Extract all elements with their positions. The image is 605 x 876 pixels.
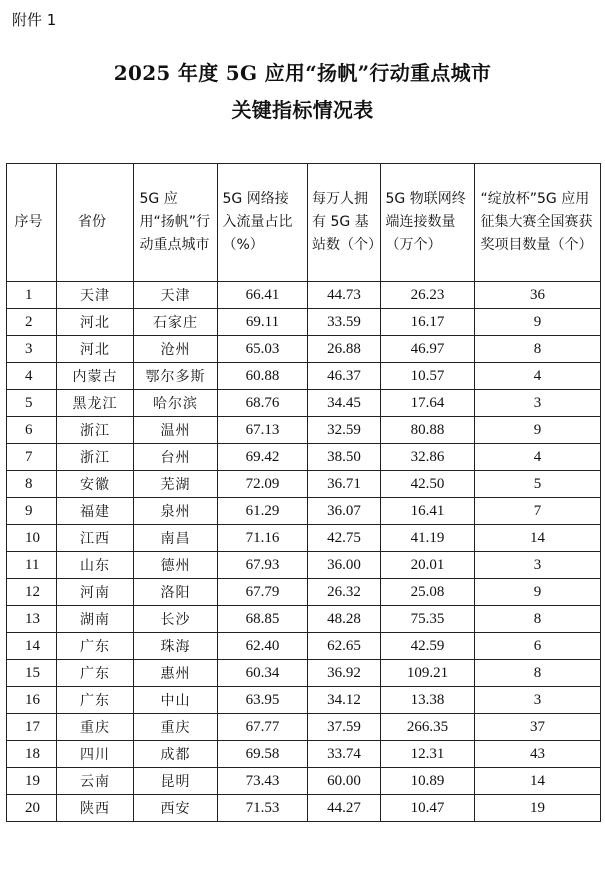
table-row xyxy=(7,633,601,660)
cell-base-stations: 33.74 xyxy=(308,741,381,768)
cell-traffic-share: 60.34 xyxy=(218,660,308,687)
cell-iot-connections: 13.38 xyxy=(381,687,475,714)
cell-iot-connections: 80.88 xyxy=(381,417,475,444)
cell-city: 泉州 xyxy=(134,498,218,525)
cell-award-projects: 9 xyxy=(475,579,601,606)
cell-province: 重庆 xyxy=(57,714,134,741)
cell-iot-connections: 41.19 xyxy=(381,525,475,552)
table-row xyxy=(7,660,601,687)
document-subtitle: 关键指标情况表 xyxy=(231,98,374,122)
cell-province: 湖南 xyxy=(57,606,134,633)
cell-province: 广东 xyxy=(57,633,134,660)
cell-traffic-share: 65.03 xyxy=(218,336,308,363)
cell-city: 昆明 xyxy=(134,768,218,795)
table-row xyxy=(7,525,601,552)
cell-index: 9 xyxy=(7,498,57,525)
cell-iot-connections: 26.23 xyxy=(381,282,475,309)
cell-traffic-share: 73.43 xyxy=(218,768,308,795)
cell-province: 江西 xyxy=(57,525,134,552)
cell-award-projects: 19 xyxy=(475,795,601,822)
cell-province: 福建 xyxy=(57,498,134,525)
table-row xyxy=(7,768,601,795)
cell-base-stations: 44.27 xyxy=(308,795,381,822)
cell-traffic-share: 69.11 xyxy=(218,309,308,336)
cell-base-stations: 33.59 xyxy=(308,309,381,336)
cell-traffic-share: 67.13 xyxy=(218,417,308,444)
cell-province: 四川 xyxy=(57,741,134,768)
cell-base-stations: 42.75 xyxy=(308,525,381,552)
cell-index: 16 xyxy=(7,687,57,714)
cell-city: 芜湖 xyxy=(134,471,218,498)
cell-traffic-share: 63.95 xyxy=(218,687,308,714)
cell-index: 6 xyxy=(7,417,57,444)
header-iot-connections: 5G 物联网终端连接数量（万个） xyxy=(381,164,475,282)
cell-iot-connections: 75.35 xyxy=(381,606,475,633)
cell-index: 19 xyxy=(7,768,57,795)
cell-province: 广东 xyxy=(57,687,134,714)
annex-label: 附件 1 xyxy=(12,11,57,29)
cell-base-stations: 34.12 xyxy=(308,687,381,714)
cell-base-stations: 26.32 xyxy=(308,579,381,606)
cell-province: 陕西 xyxy=(57,795,134,822)
cell-base-stations: 48.28 xyxy=(308,606,381,633)
cell-base-stations: 32.59 xyxy=(308,417,381,444)
cell-base-stations: 60.00 xyxy=(308,768,381,795)
table-row xyxy=(7,282,601,309)
cell-city: 珠海 xyxy=(134,633,218,660)
cell-iot-connections: 17.64 xyxy=(381,390,475,417)
cell-iot-connections: 10.89 xyxy=(381,768,475,795)
cell-province: 浙江 xyxy=(57,417,134,444)
table-row xyxy=(7,687,601,714)
cell-iot-connections: 16.41 xyxy=(381,498,475,525)
cell-index: 2 xyxy=(7,309,57,336)
cell-province: 山东 xyxy=(57,552,134,579)
cell-award-projects: 37 xyxy=(475,714,601,741)
cell-traffic-share: 60.88 xyxy=(218,363,308,390)
cell-index: 10 xyxy=(7,525,57,552)
table-row xyxy=(7,417,601,444)
cell-traffic-share: 67.93 xyxy=(218,552,308,579)
header-base-stations: 每万人拥有 5G 基站数（个） xyxy=(308,164,381,282)
cell-province: 广东 xyxy=(57,660,134,687)
cell-award-projects: 8 xyxy=(475,336,601,363)
cell-city: 成都 xyxy=(134,741,218,768)
cell-province: 河北 xyxy=(57,336,134,363)
cell-award-projects: 3 xyxy=(475,687,601,714)
cell-base-stations: 37.59 xyxy=(308,714,381,741)
cell-iot-connections: 32.86 xyxy=(381,444,475,471)
cell-award-projects: 14 xyxy=(475,768,601,795)
cell-award-projects: 14 xyxy=(475,525,601,552)
cell-city: 惠州 xyxy=(134,660,218,687)
table-row xyxy=(7,471,601,498)
cell-traffic-share: 69.42 xyxy=(218,444,308,471)
cell-city: 中山 xyxy=(134,687,218,714)
cell-index: 11 xyxy=(7,552,57,579)
table-header-row xyxy=(7,164,601,282)
table-row xyxy=(7,363,601,390)
cell-base-stations: 36.00 xyxy=(308,552,381,579)
cell-index: 12 xyxy=(7,579,57,606)
cell-city: 长沙 xyxy=(134,606,218,633)
cell-base-stations: 36.07 xyxy=(308,498,381,525)
cell-award-projects: 9 xyxy=(475,309,601,336)
cell-base-stations: 26.88 xyxy=(308,336,381,363)
cell-traffic-share: 69.58 xyxy=(218,741,308,768)
cell-traffic-share: 67.77 xyxy=(218,714,308,741)
cell-iot-connections: 16.17 xyxy=(381,309,475,336)
table-row xyxy=(7,498,601,525)
cell-award-projects: 3 xyxy=(475,390,601,417)
cell-city: 温州 xyxy=(134,417,218,444)
table-row xyxy=(7,552,601,579)
table-row xyxy=(7,741,601,768)
table-row xyxy=(7,714,601,741)
cell-index: 14 xyxy=(7,633,57,660)
cell-city: 哈尔滨 xyxy=(134,390,218,417)
header-award-projects: “绽放杯”5G 应用征集大赛全国赛获奖项目数量（个） xyxy=(475,164,601,282)
table-row xyxy=(7,336,601,363)
indicator-table xyxy=(6,163,601,822)
cell-city: 沧州 xyxy=(134,336,218,363)
cell-award-projects: 7 xyxy=(475,498,601,525)
cell-traffic-share: 62.40 xyxy=(218,633,308,660)
cell-index: 7 xyxy=(7,444,57,471)
cell-index: 13 xyxy=(7,606,57,633)
cell-iot-connections: 12.31 xyxy=(381,741,475,768)
header-province: 省份 xyxy=(57,164,134,282)
table-row xyxy=(7,444,601,471)
cell-award-projects: 43 xyxy=(475,741,601,768)
cell-province: 黑龙江 xyxy=(57,390,134,417)
header-city: 5G 应用“扬帆”行动重点城市 xyxy=(134,164,218,282)
cell-iot-connections: 10.57 xyxy=(381,363,475,390)
header-index: 序号 xyxy=(7,164,57,282)
cell-award-projects: 8 xyxy=(475,606,601,633)
table-row xyxy=(7,795,601,822)
cell-traffic-share: 68.76 xyxy=(218,390,308,417)
cell-city: 德州 xyxy=(134,552,218,579)
cell-traffic-share: 61.29 xyxy=(218,498,308,525)
cell-award-projects: 4 xyxy=(475,444,601,471)
cell-iot-connections: 42.59 xyxy=(381,633,475,660)
cell-index: 4 xyxy=(7,363,57,390)
cell-award-projects: 4 xyxy=(475,363,601,390)
cell-iot-connections: 46.97 xyxy=(381,336,475,363)
cell-index: 15 xyxy=(7,660,57,687)
cell-index: 18 xyxy=(7,741,57,768)
cell-province: 安徽 xyxy=(57,471,134,498)
cell-iot-connections: 109.21 xyxy=(381,660,475,687)
cell-province: 云南 xyxy=(57,768,134,795)
cell-award-projects: 6 xyxy=(475,633,601,660)
cell-province: 河北 xyxy=(57,309,134,336)
cell-award-projects: 5 xyxy=(475,471,601,498)
cell-iot-connections: 25.08 xyxy=(381,579,475,606)
header-traffic-share: 5G 网络接入流量占比（%） xyxy=(218,164,308,282)
cell-province: 浙江 xyxy=(57,444,134,471)
cell-index: 1 xyxy=(7,282,57,309)
cell-base-stations: 62.65 xyxy=(308,633,381,660)
cell-index: 3 xyxy=(7,336,57,363)
cell-iot-connections: 10.47 xyxy=(381,795,475,822)
cell-index: 8 xyxy=(7,471,57,498)
table-row xyxy=(7,390,601,417)
cell-city: 石家庄 xyxy=(134,309,218,336)
cell-base-stations: 34.45 xyxy=(308,390,381,417)
cell-iot-connections: 42.50 xyxy=(381,471,475,498)
cell-base-stations: 44.73 xyxy=(308,282,381,309)
cell-traffic-share: 68.85 xyxy=(218,606,308,633)
cell-city: 重庆 xyxy=(134,714,218,741)
cell-province: 内蒙古 xyxy=(57,363,134,390)
cell-province: 河南 xyxy=(57,579,134,606)
cell-traffic-share: 71.53 xyxy=(218,795,308,822)
cell-index: 20 xyxy=(7,795,57,822)
cell-traffic-share: 66.41 xyxy=(218,282,308,309)
cell-city: 西安 xyxy=(134,795,218,822)
table-row xyxy=(7,606,601,633)
cell-award-projects: 3 xyxy=(475,552,601,579)
cell-city: 天津 xyxy=(134,282,218,309)
cell-city: 台州 xyxy=(134,444,218,471)
cell-traffic-share: 71.16 xyxy=(218,525,308,552)
cell-award-projects: 8 xyxy=(475,660,601,687)
cell-base-stations: 46.37 xyxy=(308,363,381,390)
cell-award-projects: 36 xyxy=(475,282,601,309)
cell-iot-connections: 266.35 xyxy=(381,714,475,741)
cell-award-projects: 9 xyxy=(475,417,601,444)
table-row xyxy=(7,579,601,606)
cell-index: 17 xyxy=(7,714,57,741)
cell-city: 鄂尔多斯 xyxy=(134,363,218,390)
table-row xyxy=(7,309,601,336)
document-title: 2025 年度 5G 应用“扬帆”行动重点城市 xyxy=(113,61,492,85)
cell-base-stations: 38.50 xyxy=(308,444,381,471)
cell-city: 南昌 xyxy=(134,525,218,552)
cell-province: 天津 xyxy=(57,282,134,309)
cell-base-stations: 36.71 xyxy=(308,471,381,498)
cell-index: 5 xyxy=(7,390,57,417)
cell-traffic-share: 67.79 xyxy=(218,579,308,606)
cell-base-stations: 36.92 xyxy=(308,660,381,687)
cell-traffic-share: 72.09 xyxy=(218,471,308,498)
cell-city: 洛阳 xyxy=(134,579,218,606)
cell-iot-connections: 20.01 xyxy=(381,552,475,579)
